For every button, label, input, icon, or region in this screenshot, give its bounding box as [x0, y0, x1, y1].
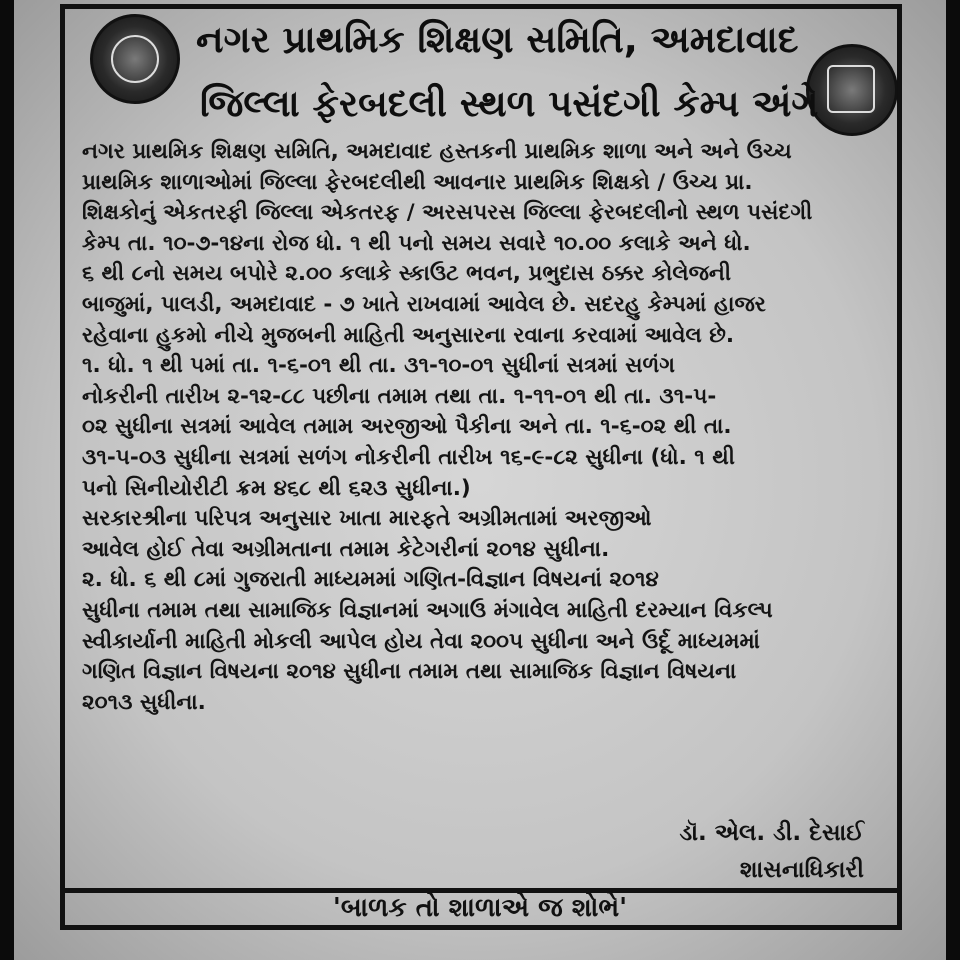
body-line: શિક્ષકોનું એકતરફી જિલ્લા એકતરફ / અરસપરસ જિલ્લા ફેરબદલીનો સ્થળ પસંદગી [82, 200, 813, 226]
notice-body [82, 137, 902, 718]
footer-slogan: 'બાળક તો શાળાએ જ શોભે' [332, 893, 628, 923]
body-line: આવેલ હોઈ તેવા અગ્રીમતાના તમામ કેટેગરીનાં ૨૦૧૪ સુધીના. [82, 536, 610, 562]
body-line: બાજુમાં, પાલડી, અમદાવાદ - ૭ ખાતે રાખવામાં આવેલ છે. સદરહુ કેમ્પમાં હાજર [82, 291, 766, 317]
right-emblem-logo [806, 44, 898, 136]
body-line: નોકરીની તારીખ ૨-૧૨-૮૮ પછીના તમામ તથા તા. ૧-૧૧-૦૧ થી તા. ૩૧-૫- [82, 383, 717, 409]
body-line: સ્વીકાર્યાની માહિતી મોકલી આપેલ હોય તેવા ૨૦૦૫ સુધીના અને ઉર્દૂ માધ્યમમાં [82, 628, 760, 654]
body-line: સરકારશ્રીના પરિપત્ર અનુસાર ખાતા મારફતે અગ્રીમતામાં અરજીઓ [82, 506, 652, 532]
left-emblem-inner [111, 35, 159, 83]
body-line: પ્રાથમિક શાળાઓમાં જિલ્લા ફેરબદલીથી આવનાર પ્રાથમિક શિક્ષકો / ઉચ્ચ પ્રા. [82, 169, 753, 195]
newspaper-clipping [14, 0, 946, 960]
body-line: ૩૧-૫-૦૩ સુધીના સત્રમાં સળંગ નોકરીની તારીખ ૧૬-૯-૮૨ સુધીના (ધો. ૧ થી [82, 444, 735, 470]
left-emblem-logo [90, 14, 180, 104]
body-line: સુધીના તમામ તથા સામાજિક વિજ્ઞાનમાં અગાઉ મંગાવેલ માહિતી દરમ્યાન વિકલ્પ [82, 597, 773, 623]
body-line: કેમ્પ તા. ૧૦-૭-૧૪ના રોજ ધો. ૧ થી ૫નો સમય સવારે ૧૦.૦૦ કલાકે અને ધો. [82, 230, 751, 256]
signatory-designation: શાસનાધિકારી [739, 857, 864, 883]
body-line: ૬ થી ૮નો સમય બપોરે ૨.૦૦ કલાકે સ્કાઉટ ભવન, પ્રભુદાસ ઠક્કર કોલેજની [82, 261, 732, 287]
right-emblem-inner [827, 65, 875, 113]
body-line: નગર પ્રાથમિક શિક્ષણ સમિતિ, અમદાવાદ હસ્તકની પ્રાથમિક શાળા અને અને ઉચ્ચ [82, 139, 792, 164]
body-line: ૨૦૧૩ સુધીના. [82, 689, 206, 715]
body-line: ૨. ધો. ૬ થી ૮માં ગુજરાતી માધ્યમમાં ગણિત-વિજ્ઞાન વિષયનાં ૨૦૧૪ [82, 567, 659, 593]
body-line: ૦૨ સુધીના સત્રમાં આવેલ તમામ અરજીઓ પૈકીના અને તા. ૧-૬-૦૨ થી તા. [82, 414, 732, 440]
notice-title-line2: જિલ્લા ફેરબદલી સ્થળ પસંદગી કેમ્પ અંગે [200, 82, 819, 125]
body-line: ગણિત વિજ્ઞાન વિષયના ૨૦૧૪ સુધીના તમામ તથા સામાજિક વિજ્ઞાન વિષયના [82, 659, 737, 685]
signatory-name: ડૉ. એલ. ડી. દેસાઈ [679, 820, 864, 846]
body-line: ૧. ધો. ૧ થી ૫માં તા. ૧-૬-૦૧ થી તા. ૩૧-૧૦-૦૧ સુધીનાં સત્રમાં સળંગ [82, 353, 676, 379]
body-line: રહેવાના હુકમો નીચે મુજબની માહિતી અનુસારના રવાના કરવામાં આવેલ છે. [82, 322, 735, 348]
notice-title-line1: નગર પ્રાથમિક શિક્ષણ સમિતિ, અમદાવાદ [196, 18, 799, 61]
body-line: ૫નો સિનીયોરીટી ક્રમ ૪૬૮ થી ૬૨૩ સુધીના.) [82, 475, 471, 501]
